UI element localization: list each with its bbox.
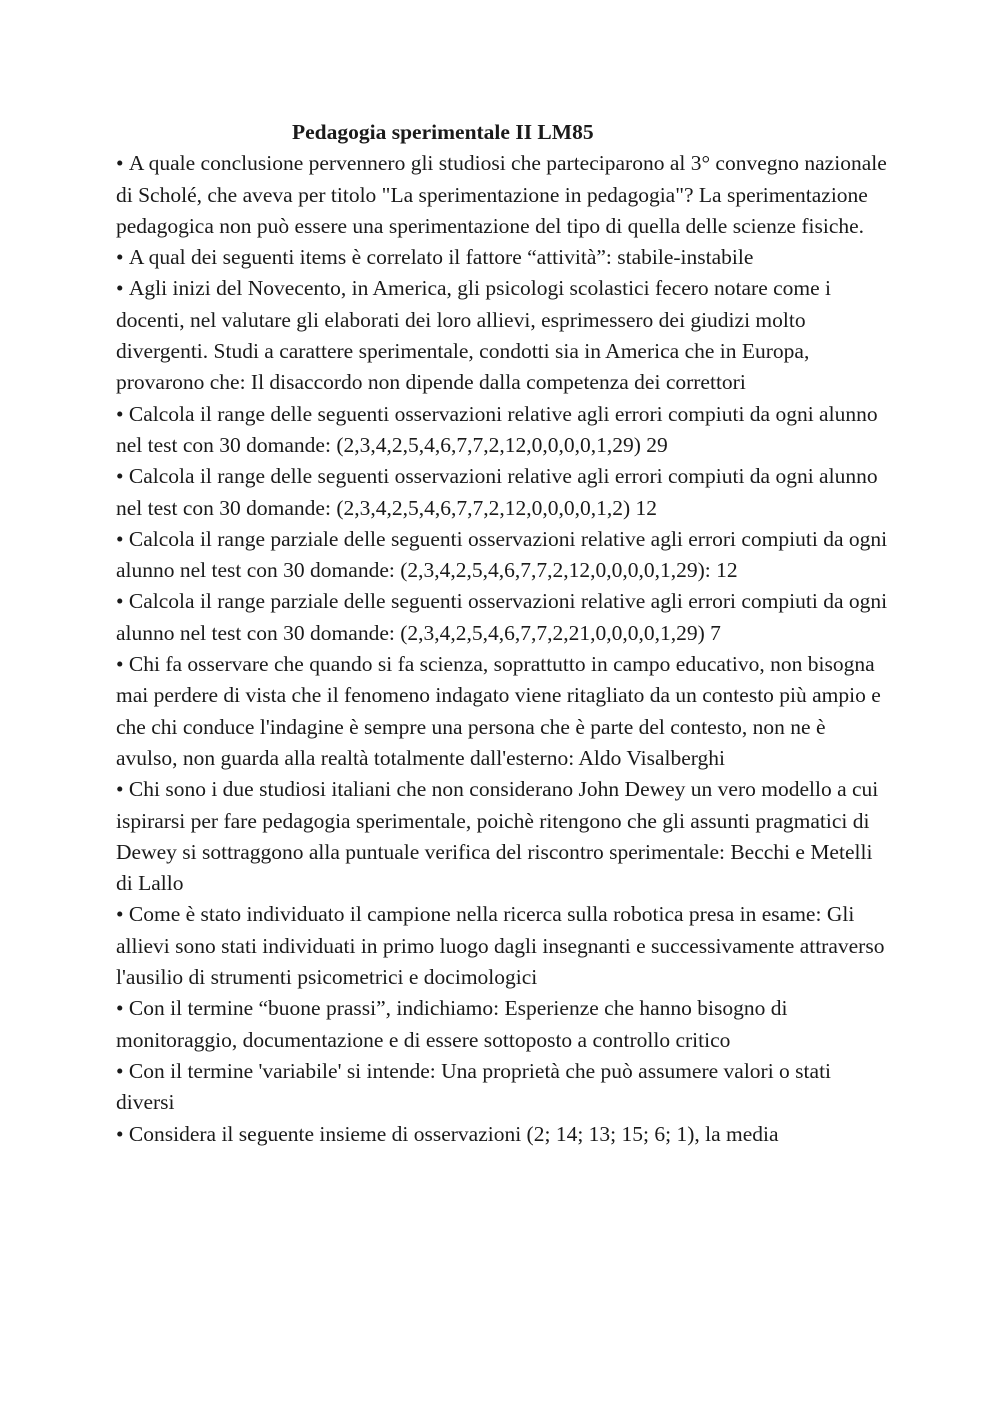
question-item — [116, 649, 891, 774]
bullet-icon — [116, 245, 129, 269]
question-item — [116, 242, 891, 273]
question-item — [116, 273, 891, 398]
question-item — [116, 774, 891, 899]
bullet-icon — [116, 151, 129, 175]
question-text: A quale conclusione pervennero gli studiosi che parteciparono al 3° convegno nazionale di Scholé, che aveva per titolo "La sperimentazione in pedagogia"? La sperimentazione pedagogica non può essere una sperimentazione del tipo di quella delle scienze fisiche. — [116, 151, 887, 238]
bullet-icon — [116, 1059, 129, 1083]
bullet-icon — [116, 996, 129, 1020]
question-item — [116, 148, 891, 242]
question-item — [116, 1056, 891, 1119]
bullet-icon — [116, 777, 129, 801]
question-text: Calcola il range delle seguenti osservazioni relative agli errori compiuti da ogni alunno nel test con 30 domande: (2,3,4,2,5,4,6,7,7,2,12,0,0,0,0,1,29) 29 — [116, 401, 878, 457]
document-body — [116, 117, 891, 1150]
question-text: Con il termine 'variabile' si intende: Una proprietà che può assumere valori o stati diversi — [116, 1058, 832, 1115]
question-text: Calcola il range delle seguenti osservazioni relative agli errori compiuti da ogni alunno nel test con 30 domande: (2,3,4,2,5,4,6,7,7,2,12,0,0,0,0,1,2) 12 — [116, 464, 878, 520]
bullet-icon — [116, 1122, 129, 1146]
question-text: Con il termine “buone prassi”, indichiamo: Esperienze che hanno bisogno di monitoraggio, documentazione e di essere sottoposto a controllo critico — [116, 996, 788, 1052]
question-text: Come è stato individuato il campione nella ricerca sulla robotica presa in esame: Gli allievi sono stati individuati in primo luogo dagli insegnanti e successivamente attraverso l'ausilio di strumenti psicometrici e docimologici — [116, 902, 885, 990]
bullet-icon — [116, 589, 129, 613]
question-item — [116, 461, 891, 524]
question-text: A qual dei seguenti items è correlato il fattore “attività”: stabile-instabile — [128, 245, 754, 270]
question-item — [116, 1119, 891, 1150]
question-item — [116, 993, 891, 1056]
question-text: Considera il seguente insieme di osservazioni (2; 14; 13; 15; 6; 1), la media — [128, 1121, 779, 1146]
question-text: Chi fa osservare che quando si fa scienza, soprattutto in campo educativo, non bisogna mai perdere di vista che il fenomeno indagato viene ritagliato da un contesto più ampio e che chi conduce l'indagine è sempre una persona che è parte del contesto, non ne è avulso, non guarda alla realtà totalmente dall'esterno: Aldo Visalberghi — [116, 652, 881, 770]
question-item — [116, 586, 891, 649]
question-item — [116, 899, 891, 993]
bullet-icon — [116, 464, 129, 488]
question-item — [116, 399, 891, 462]
question-text: Chi sono i due studiosi italiani che non considerano John Dewey un vero modello a cui ispirarsi per fare pedagogia sperimentale, poichè ritengono che gli assunti pragmatici di Dewey si sottraggono alla puntuale verifica del riscontro sperimentale: Becchi e Metelli di Lallo — [116, 777, 879, 896]
question-list — [116, 148, 891, 1150]
question-item — [116, 524, 891, 587]
bullet-icon — [116, 527, 129, 551]
bullet-icon — [116, 902, 129, 926]
bullet-icon — [116, 652, 129, 676]
question-text: Calcola il range parziale delle seguenti osservazioni relative agli errori compiuti da ogni alunno nel test con 30 domande: (2,3,4,2,5,4,6,7,7,2,21,0,0,0,0,1,29) 7 — [116, 589, 888, 645]
question-text: Calcola il range parziale delle seguenti osservazioni relative agli errori compiuti da ogni alunno nel test con 30 domande: (2,3,4,2,5,4,6,7,7,2,12,0,0,0,0,1,29): 12 — [116, 526, 888, 583]
bullet-icon — [116, 402, 129, 426]
document-title: Pedagogia sperimentale II LM85 — [292, 120, 594, 144]
question-text: Agli inizi del Novecento, in America, gli psicologi scolastici fecero notare come i docenti, nel valutare gli elaborati dei loro allievi, esprimessero dei giudizi molto divergenti. Studi a carattere sperimentale, condotti sia in America che in Europa, provarono che: Il disaccordo non dipende dalla competenza dei correttori — [116, 276, 832, 395]
bullet-icon — [116, 276, 129, 300]
